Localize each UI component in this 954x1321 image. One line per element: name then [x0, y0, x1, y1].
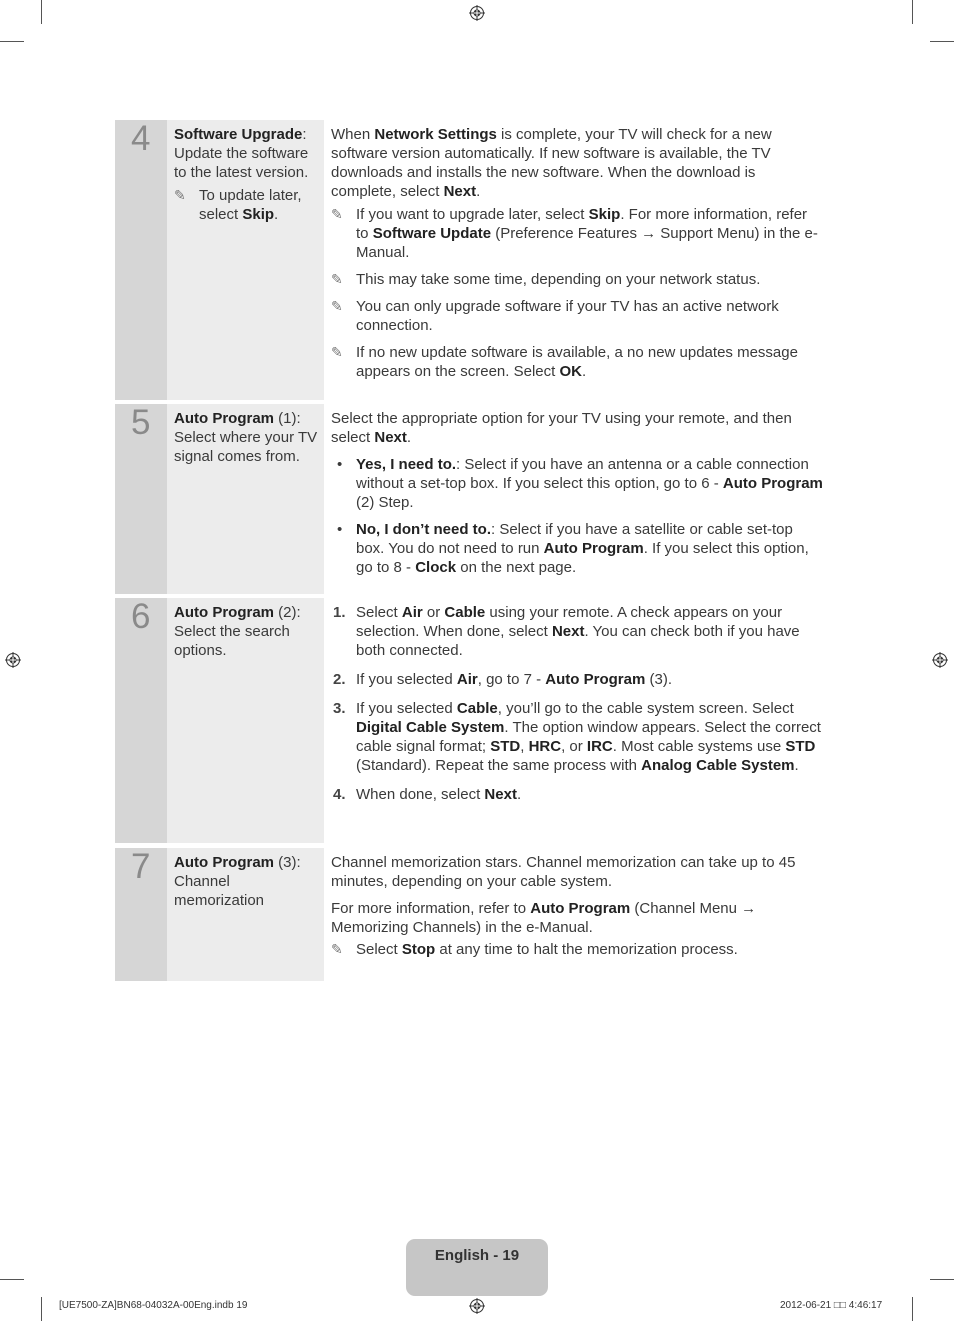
numbered-item [331, 699, 823, 775]
text: . [476, 183, 481, 200]
text: : Select if you have a satellite or cable set-top box. You do not need to run [356, 521, 793, 557]
step-description [331, 853, 823, 967]
bold-term: Cable [444, 604, 486, 621]
bold-term: Skip [588, 206, 621, 223]
crop-mark [41, 1297, 42, 1321]
step-description [331, 125, 823, 389]
step-number: 6 [131, 597, 151, 636]
crop-mark [930, 1279, 954, 1280]
text: using your remote. A check appears on your selection. When done, select [356, 604, 783, 640]
item-number: 1. [333, 604, 346, 621]
note [331, 940, 823, 959]
text: , [520, 738, 529, 755]
note-text: To update later, select [199, 187, 302, 223]
step-title-column [167, 120, 324, 400]
text: . [581, 363, 587, 380]
item-number: 4. [333, 786, 346, 803]
bullet-item [331, 455, 823, 512]
numbered-item [331, 603, 823, 660]
step-title-suffix: (3): [274, 854, 301, 871]
pencil-note-icon: ✎ [174, 187, 186, 203]
note [331, 297, 823, 335]
step-row-6 [115, 598, 824, 843]
step-paragraph: Channel memorization stars. Channel memorization can take up to 45 minutes, depending on your cable system. [331, 854, 796, 890]
bold-term: Stop [401, 941, 436, 958]
registration-mark-icon [469, 1298, 485, 1314]
step-paragraph [331, 125, 823, 201]
text: For more information, refer to [331, 900, 531, 917]
text: (2) Step. [356, 494, 414, 511]
text: You can only upgrade software if your TV has an active network connection. [356, 298, 779, 334]
text: . Most cable systems use [612, 738, 786, 755]
step-description [331, 603, 823, 814]
step-title: Software Upgrade [174, 126, 303, 143]
print-slug-file: [UE7500-ZA]BN68-04032A-00Eng.indb 19 [59, 1300, 248, 1311]
text: . [406, 429, 412, 446]
text: . For more information, refer to [356, 206, 808, 242]
side-note [174, 186, 319, 224]
step-title-block [174, 125, 319, 232]
step-title: Auto Program [174, 604, 275, 621]
step-number: 7 [131, 847, 151, 886]
step-title-block [174, 853, 319, 910]
bold-term: Analog Cable System [641, 757, 795, 774]
bold-term: Auto Program [530, 900, 631, 917]
crop-mark [930, 41, 954, 42]
step-number-column [115, 404, 167, 594]
step-title-block [174, 603, 319, 660]
step-title-column [167, 404, 324, 594]
bold-term: Auto Program [722, 475, 823, 492]
bullet-icon: • [337, 521, 343, 538]
bold-term: Auto Program [545, 671, 646, 688]
bold-term: IRC [586, 738, 613, 755]
step-description [331, 409, 823, 585]
crop-mark [41, 0, 42, 24]
bold-term: Next [374, 429, 407, 446]
pencil-note-icon: ✎ [331, 298, 343, 314]
bold-term: Software Update [372, 225, 492, 242]
text: at any time to halt the memorization process. [435, 941, 738, 958]
text: When done, select [356, 786, 485, 803]
step-row-4 [115, 120, 824, 400]
text: or [422, 604, 445, 621]
numbered-item [331, 670, 823, 689]
bold-term: Next [484, 786, 517, 803]
crop-mark [912, 0, 913, 24]
bold-term: Clock [415, 559, 457, 576]
text: (Standard). Repeat the same process with [356, 757, 642, 774]
bold-term: Next [551, 623, 585, 640]
text: . You can check both if you have both connected. [356, 623, 800, 659]
step-title: Auto Program [174, 410, 275, 427]
crop-mark [0, 41, 24, 42]
bold-term: Next [443, 183, 477, 200]
step-subtitle: Select where your TV signal comes from. [174, 429, 318, 465]
bold-term: Network Settings [374, 126, 497, 143]
pencil-note-icon: ✎ [331, 206, 343, 222]
text: Select [356, 604, 402, 621]
bold-term: No, I don’t need to. [356, 521, 491, 538]
registration-mark-icon [5, 652, 21, 668]
step-row-5 [115, 404, 824, 594]
step-number: 4 [131, 119, 151, 158]
bullet-item [331, 520, 823, 577]
step-subtitle: Select the search options. [174, 623, 290, 659]
registration-mark-icon [932, 652, 948, 668]
text: Select [356, 941, 402, 958]
page-number-label: English - 19 [434, 1247, 520, 1264]
note-bold: Skip [242, 206, 275, 223]
step-title-block [174, 409, 319, 466]
bold-term: Yes, I need to. [356, 456, 457, 473]
bold-term: STD [490, 738, 521, 755]
page-number-tab [406, 1239, 548, 1296]
pencil-note-icon: ✎ [331, 941, 343, 957]
crop-mark [0, 1279, 24, 1280]
step-number-column [115, 598, 167, 843]
text: on the next page. [456, 559, 577, 576]
text: . The option window appears. Select the correct cable signal format; [356, 719, 821, 755]
step-subtitle: Update the software to the latest version. [174, 145, 309, 181]
bold-term: Cable [456, 700, 498, 717]
note [331, 270, 823, 289]
step-title-suffix: (1): [274, 410, 301, 427]
numbered-item [331, 785, 823, 804]
bold-term: Air [401, 604, 423, 621]
pencil-note-icon: ✎ [331, 271, 343, 287]
text: , you’ll go to the cable system screen. Select [497, 700, 794, 717]
bold-term: HRC [528, 738, 562, 755]
step-subtitle: Channel memorization [174, 873, 265, 909]
note [331, 343, 823, 381]
pencil-note-icon: ✎ [331, 344, 343, 360]
item-number: 2. [333, 671, 346, 688]
text: (3). [645, 671, 672, 688]
text: Select the appropriate option for your TV using your remote, and then select [331, 410, 792, 446]
bold-term: Auto Program [543, 540, 644, 557]
text: , go to 7 - [477, 671, 546, 688]
step-number: 5 [131, 403, 151, 442]
text: (Channel Menu → Memorizing Channels) in the e-Manual. [331, 900, 757, 936]
step-title-suffix: (2): [274, 604, 301, 621]
text: When [331, 126, 375, 143]
text: : Select if you have an antenna or a cable connection without a set-top box. If you select this option, go to 6 - [356, 456, 809, 492]
note [331, 205, 823, 262]
bold-term: STD [785, 738, 816, 755]
bold-term: OK [559, 363, 582, 380]
registration-mark-icon [469, 5, 485, 21]
bold-term: Digital Cable System [356, 719, 505, 736]
text: is complete, your TV will check for a new software version automatically. If new software is available, the TV downloads and installs the new software. When the download is complete, select [331, 126, 772, 200]
item-number: 3. [333, 700, 346, 717]
step-title-suffix: : [302, 126, 307, 143]
text: . If you select this option, go to 8 - [356, 540, 809, 576]
print-slug-date: 2012-06-21 □□ 4:46:17 [780, 1300, 883, 1311]
step-number-column [115, 120, 167, 400]
text: . [516, 786, 522, 803]
step-paragraph [331, 409, 823, 447]
note-text: . [274, 206, 279, 223]
text: If you selected [356, 700, 457, 717]
text: If you selected [356, 671, 457, 688]
bold-term: Air [456, 671, 478, 688]
text: , or [561, 738, 587, 755]
text: If no new update software is available, a no new updates message appears on the screen. Select [356, 344, 798, 380]
step-paragraph [331, 899, 823, 937]
step-number-column [115, 848, 167, 981]
step-title: Auto Program [174, 854, 275, 871]
text: . [794, 757, 799, 774]
step-row-7 [115, 848, 824, 981]
text: If you want to upgrade later, select [356, 206, 589, 223]
step-title-column [167, 598, 324, 843]
bullet-icon: • [337, 456, 343, 473]
step-title-column [167, 848, 324, 981]
text: (Preference Features → Support Menu) in the e-Manual. [356, 225, 818, 261]
text: This may take some time, depending on your network status. [356, 271, 761, 288]
crop-mark [912, 1297, 913, 1321]
